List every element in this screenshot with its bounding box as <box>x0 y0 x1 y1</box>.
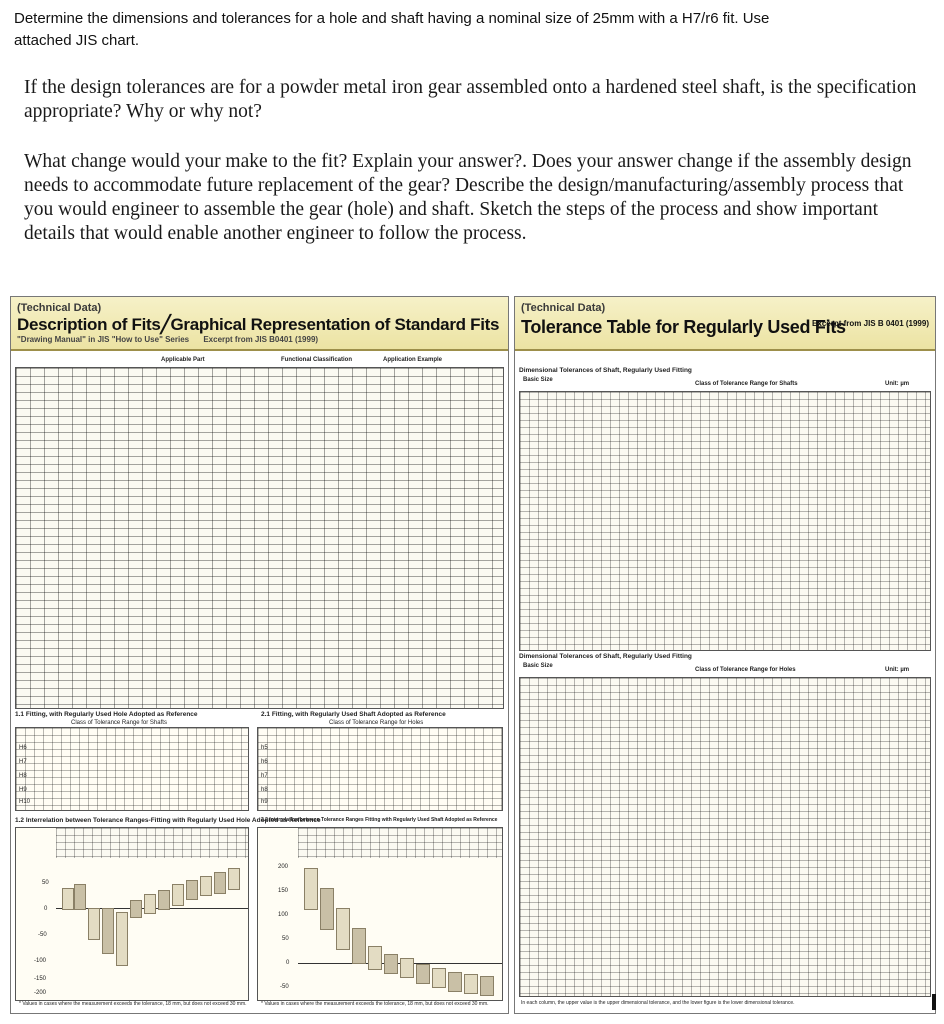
tolerance-band <box>144 894 156 914</box>
left-chart-tick: 0 <box>44 906 48 912</box>
shaft-basis-interrelation-chart <box>257 827 503 1001</box>
hole-basis-interrelation-chart <box>15 827 249 1001</box>
class-head-shafts: Class of Tolerance Range for Shafts <box>71 720 167 726</box>
left-chart-tick: -50 <box>38 932 47 938</box>
applicable-part-heading: Applicable Part <box>161 357 205 363</box>
shaft-basis-fit-table <box>257 727 503 811</box>
tolerance-band <box>384 954 398 974</box>
caption-2-1: 2.1 Fitting, with Regularly Used Shaft Adopted as Reference <box>261 711 446 718</box>
caption-2-2: 2.2 Interrelation between Tolerance Ranges Fitting with Regularly Used Shaft Adopted as Reference <box>261 817 498 823</box>
tolerance-band <box>304 868 318 910</box>
tolerance-band <box>336 908 350 950</box>
tolerance-band <box>200 876 212 896</box>
right-chart-tick: 200 <box>278 864 289 870</box>
question-2: What change would your make to the fit? Explain your answer?. Does your answer change if the assembly design needs to accommodate future replacement of the gear? Describe the design/manufacturing/assembly process that you would engineer to assemble the gear (hole) and shaft. Sketch the steps of the process and show important details that would enable another engineer to follow the process. <box>24 151 912 244</box>
left-chart-tick: 50 <box>42 880 49 886</box>
tolerance-panel-title: Tolerance Table for Regularly Used Fits <box>521 317 846 337</box>
right-footnote: * Values in cases where the measurement exceeds the tolerance, 18 mm, but does not exceed 30 mm. <box>261 1001 489 1007</box>
tolerance-band <box>480 976 494 996</box>
hole-class-head: Class of Tolerance Range for Holes <box>695 667 796 673</box>
tolerance-band <box>186 880 198 900</box>
right-chart-tick: 150 <box>278 888 289 894</box>
left-chart-tick: -200 <box>34 990 47 996</box>
tolerance-band <box>464 974 478 994</box>
fits-description-panel <box>10 296 509 1014</box>
tolerance-band <box>74 884 86 910</box>
shaft-tolerance-table <box>519 391 931 651</box>
shaft-row-h5: h5 <box>261 745 268 751</box>
left-chart-tick: -150 <box>34 976 47 982</box>
intro-text <box>14 8 934 52</box>
hole-basic-size: Basic Size <box>523 663 553 669</box>
tolerance-band <box>400 958 414 978</box>
text-cursor <box>932 994 936 1010</box>
tolerance-table-panel <box>514 296 936 1014</box>
fits-description-table <box>15 367 504 709</box>
class-head-holes: Class of Tolerance Range for Holes <box>329 720 424 726</box>
question-1: If the design tolerances are for a powder metal iron gear assembled onto a hardened steel shaft, is the specification appropriate? Why or why not? <box>24 77 917 122</box>
fits-panel-source: "Drawing Manual" in JIS "How to Use" Series <box>17 335 190 344</box>
tolerance-footnote: In each column, the upper value is the upper dimensional tolerance, and the lower figure is the lower dimensional tolerance. <box>521 1000 795 1006</box>
tolerance-band <box>228 868 240 890</box>
tolerance-band <box>158 890 170 910</box>
hole-table-title: Dimensional Tolerances of Shaft, Regularly Used Fitting <box>519 653 692 660</box>
intro-line-2: attached JIS chart. <box>14 32 140 49</box>
shaft-row-h6: h6 <box>261 759 268 765</box>
shaft-row-h8: h8 <box>261 787 268 793</box>
tolerance-panel-excerpt: Excerpt from JIS B 0401 (1999) <box>812 319 929 328</box>
tolerance-band <box>102 908 114 954</box>
tolerance-band <box>62 888 74 910</box>
hole-row-h7: H7 <box>19 759 27 765</box>
fits-panel-excerpt: Excerpt from JIS B0401 (1999) <box>203 335 319 344</box>
hole-basis-fit-table <box>15 727 249 811</box>
tolerance-band <box>416 964 430 984</box>
fits-panel-header <box>11 297 508 351</box>
technical-data-label: ( Technical Data ) <box>521 302 605 314</box>
shaft-row-h9: h9 <box>261 799 268 805</box>
shaft-unit: Unit: µm <box>885 381 910 387</box>
shaft-basic-size: Basic Size <box>523 377 553 383</box>
tolerance-band <box>448 972 462 992</box>
fits-panel-title: Description of Fits╱Graphical Representation of Standard Fits <box>17 315 500 334</box>
right-chart-tick: 0 <box>286 960 290 966</box>
hole-unit: Unit: µm <box>885 667 910 673</box>
tolerance-band <box>172 884 184 906</box>
tolerance-band <box>368 946 382 970</box>
application-example-heading: Application Example <box>383 357 443 363</box>
hole-row-h10: H10 <box>19 799 31 805</box>
shaft-table-title: Dimensional Tolerances of Shaft, Regularly Used Fitting <box>519 367 692 374</box>
hole-row-h9: H9 <box>19 787 27 793</box>
right-chart-tick: -50 <box>280 984 289 990</box>
functional-classification-heading: Functional Classification <box>281 357 353 363</box>
technical-data-label: ( Technical Data ) <box>17 302 101 314</box>
intro-line-1: Determine the dimensions and tolerances for a hole and shaft having a nominal size of 25mm with a H7/r6 fit. Use <box>14 10 770 27</box>
shaft-class-head: Class of Tolerance Range for Shafts <box>695 381 798 387</box>
shaft-row-h7: h7 <box>261 773 268 779</box>
right-chart-tick: 100 <box>278 912 289 918</box>
hole-tolerance-table <box>519 677 931 997</box>
hole-row-h6: H6 <box>19 745 27 751</box>
hole-row-h8: H8 <box>19 773 27 779</box>
right-chart-tick: 50 <box>282 936 289 942</box>
caption-1-2: 1.2 Interrelation between Tolerance Ranges-Fitting with Regularly Used Hole Adopted as Reference <box>15 817 321 824</box>
left-chart-tick: -100 <box>34 958 47 964</box>
caption-1-1: 1.1 Fitting, with Regularly Used Hole Adopted as Reference <box>15 711 198 718</box>
tolerance-band <box>88 908 100 940</box>
tolerance-band <box>352 928 366 964</box>
tolerance-band <box>432 968 446 988</box>
left-footnote: * Values in cases where the measurement exceeds the tolerance, 18 mm, but does not exceed 30 mm. <box>19 1001 247 1007</box>
tolerance-band <box>116 912 128 966</box>
tolerance-band <box>214 872 226 894</box>
tolerance-band <box>130 900 142 918</box>
tolerance-panel-header <box>515 297 935 351</box>
tolerance-band <box>320 888 334 930</box>
